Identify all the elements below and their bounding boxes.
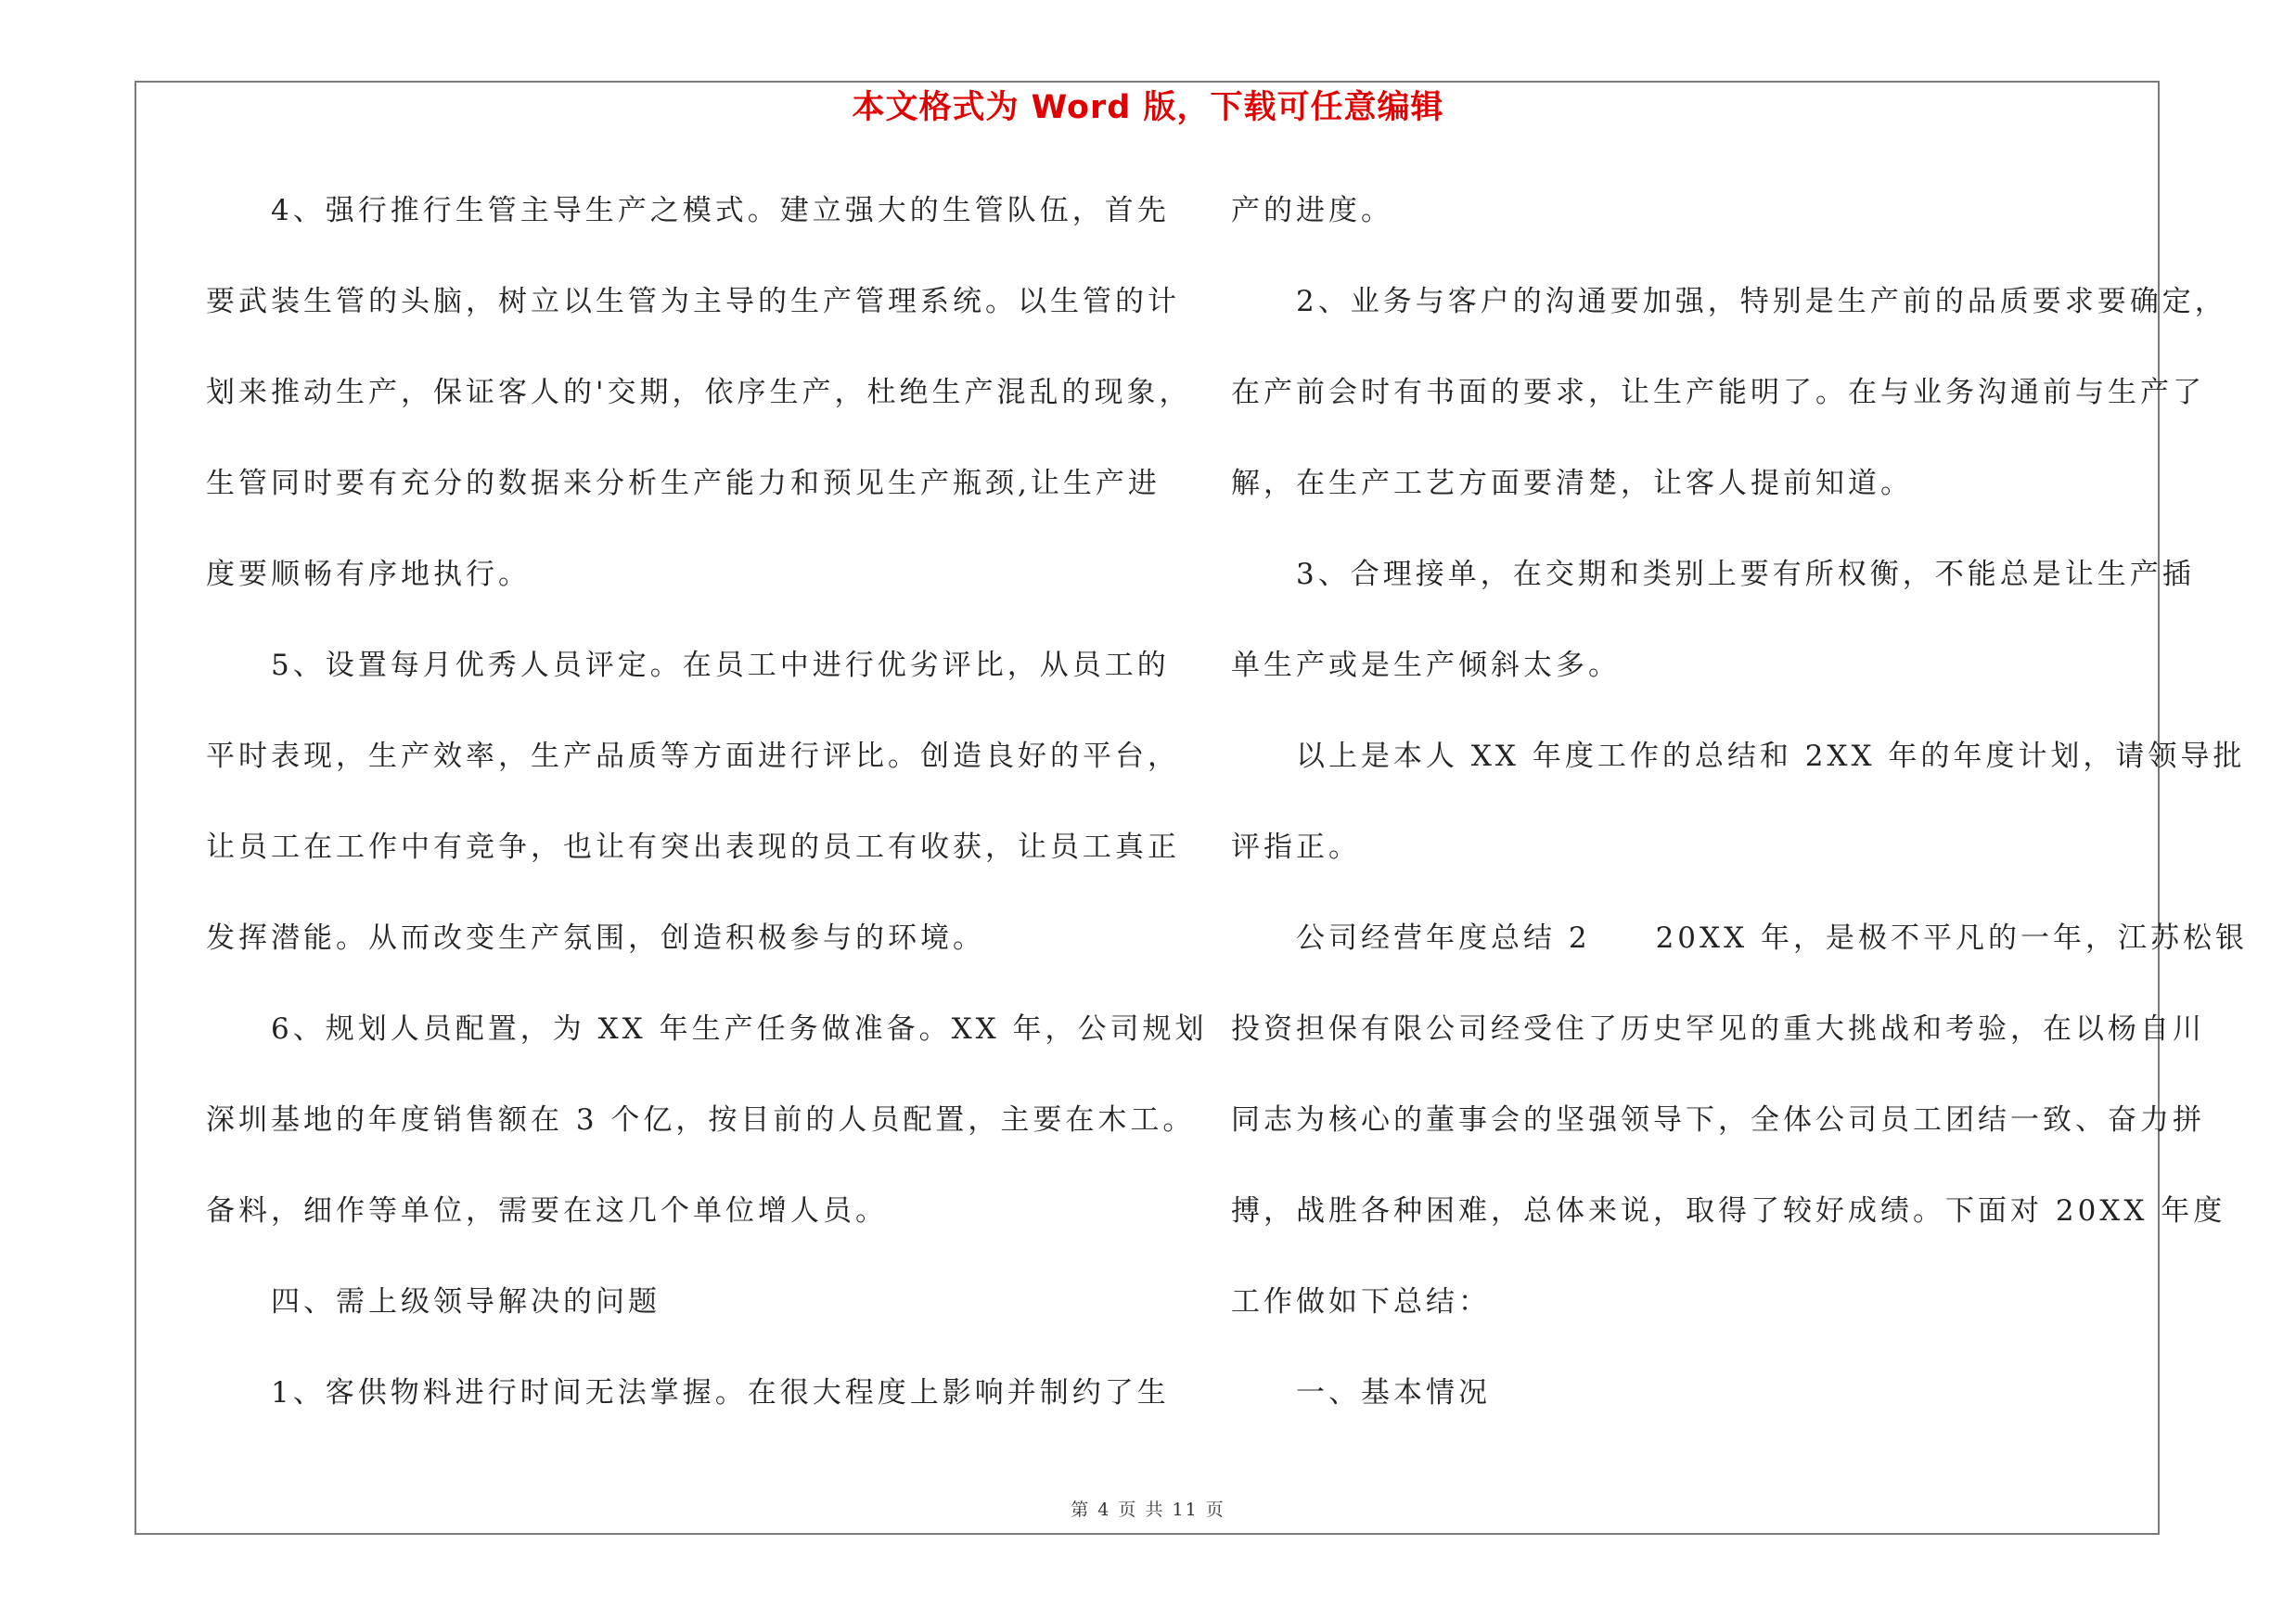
format-notice-banner: 本文格式为 Word 版，下载可任意编辑 <box>852 89 1444 126</box>
paragraph-line: 备料，细作等单位，需要在这几个单位增人员。 <box>206 1194 888 1228</box>
paragraph-line: 生管同时要有充分的数据来分析生产能力和预见生产瓶颈,让生产进 <box>206 467 1161 500</box>
paragraph-line: 搏，战胜各种困难，总体来说，取得了较好成绩。下面对 20XX 年度 <box>1231 1194 2226 1228</box>
left-text-column <box>206 183 1208 1456</box>
section-heading: 四、需上级领导解决的问题 <box>206 1285 661 1319</box>
right-text-column <box>1231 183 2249 1456</box>
paragraph-line: 划来推动生产，保证客人的'交期，依序生产，杜绝生产混乱的现象， <box>206 376 1192 409</box>
paragraph-line: 工作做如下总结： <box>1231 1285 1491 1319</box>
paragraph-line: 发挥潜能。从而改变生产氛围，创造积极参与的环境。 <box>206 921 985 955</box>
paragraph-line: 平时表现，生产效率，生产品质等方面进行评比。创造良好的平台， <box>206 740 1180 773</box>
paragraph-line: 单生产或是生产倾斜太多。 <box>1231 649 1621 682</box>
paragraph-line: 6、规划人员配置，为 XX 年生产任务做准备。XX 年，公司规划 <box>206 1012 1208 1046</box>
section-heading: 一、基本情况 <box>1231 1376 1491 1410</box>
paragraph-line: 解，在生产工艺方面要清楚，让客人提前知道。 <box>1231 467 1913 500</box>
paragraph-line: 投资担保有限公司经受住了历史罕见的重大挑战和考验，在以杨自川 <box>1231 1012 2205 1046</box>
paragraph-line: 让员工在工作中有竞争，也让有突出表现的员工有收获，让员工真正 <box>206 831 1180 864</box>
paragraph-line: 评指正。 <box>1231 831 1361 864</box>
paragraph-line: 以上是本人 XX 年度工作的总结和 2XX 年的年度计划，请领导批 <box>1231 740 2246 773</box>
paragraph-line: 同志为核心的董事会的坚强领导下，全体公司员工团结一致、奋力拼 <box>1231 1103 2205 1137</box>
paragraph-line: 2、业务与客户的沟通要加强，特别是生产前的品质要求要确定， <box>1231 285 2227 318</box>
paragraph-line: 1、客供物料进行时间无法掌握。在很大程度上影响并制约了生 <box>206 1376 1170 1410</box>
paragraph-line: 在产前会时有书面的要求，让生产能明了。在与业务沟通前与生产了 <box>1231 376 2205 409</box>
paragraph-line: 产的进度。 <box>1231 194 1393 227</box>
paragraph-line: 深圳基地的年度销售额在 3 个亿，按目前的人员配置，主要在木工。 <box>206 1103 1196 1137</box>
paragraph-line: 度要顺畅有序地执行。 <box>206 558 531 591</box>
paragraph-line: 要武装生管的头脑，树立以生管为主导的生产管理系统。以生管的计 <box>206 285 1180 318</box>
paragraph-line: 3、合理接单，在交期和类别上要有所权衡，不能总是让生产插 <box>1231 558 2195 591</box>
paragraph-line: 5、设置每月优秀人员评定。在员工中进行优劣评比，从员工的 <box>206 649 1170 682</box>
page-number-footer: 第 4 页 共 11 页 <box>1071 1500 1225 1520</box>
paragraph-line: 公司经营年度总结 2 20XX 年，是极不平凡的一年，江苏松银 <box>1231 921 2249 955</box>
paragraph-line: 4、强行推行生管主导生产之模式。建立强大的生管队伍，首先 <box>206 194 1170 227</box>
